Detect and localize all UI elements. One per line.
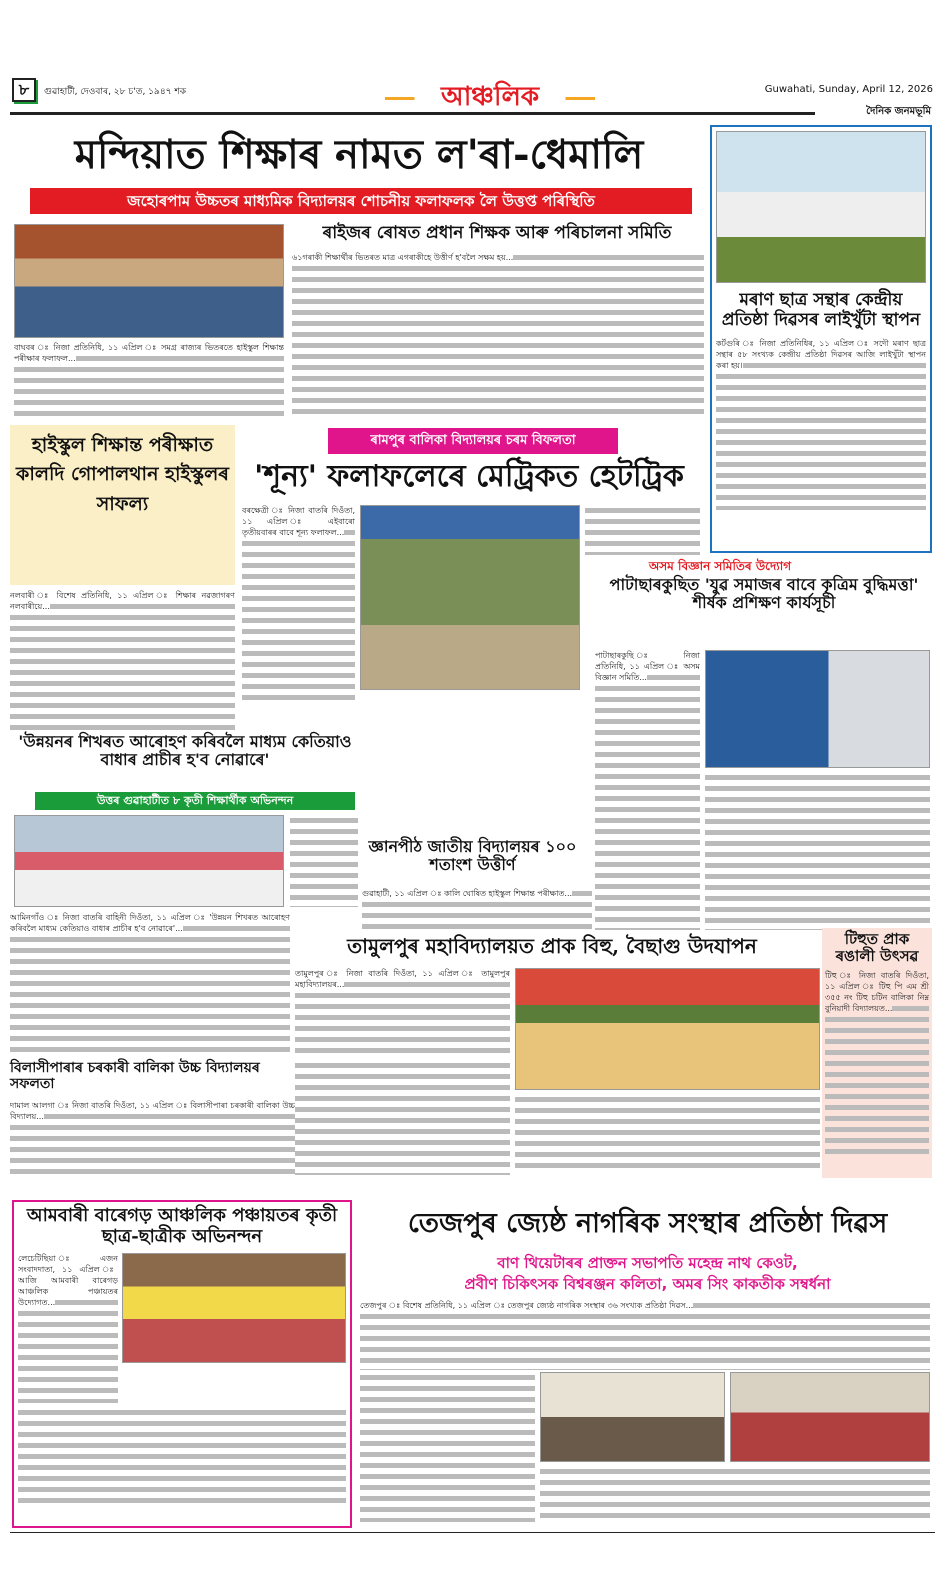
moran-headline: মৰাণ ছাত্ৰ সন্থাৰ কেন্দ্ৰীয় প্ৰতিষ্ঠা দিৱসৰ লাইখুঁটা স্থাপন xyxy=(721,290,921,330)
tamulpur-body: তামুলপুৰ ঃ নিজা বাতৰি দিওঁতা, ১১ এপ্ৰিল ঃ তামুলপুৰ মহাবিদ্যালয়ৰ... xyxy=(295,968,510,1056)
unnayan-body-2: আমিনগাঁও ঃ নিজা বাতৰি বাহিনী দিওঁতা, ১১ এপ্ৰিল ঃ 'উন্নয়ন শিখৰত আৰোহণ কৰিবলৈ মাধ্যম কেতিয়াও বাধাৰ প্ৰাচীৰ হ'ব নোৱাৰে'... xyxy=(10,912,290,1057)
gyanpith-headline: জ্ঞানপীঠ জাতীয় বিদ্যালয়ৰ ১০০ শতাংশ উত্তীৰ্ণ xyxy=(368,837,577,875)
lead-subhead: ৰাইজৰ ৰোষত প্ৰধান শিক্ষক আৰু পৰিচালনা সমিতি xyxy=(322,223,672,243)
tezpur-sub-2: প্ৰবীণ চিকিৎসক বিশ্বৰঞ্জন কলিতা, অমৰ সিং কাকতীক সম্বৰ্ধনা xyxy=(464,1275,831,1293)
highschool-headline: হাইস্কুল শিক্ষান্ত পৰীক্ষাত কালদি গোপালথান হাইস্কুলৰ সাফল্য xyxy=(16,434,229,515)
paper-name: দৈনিক জনমভূমি xyxy=(866,106,931,117)
date-assamese: গুৱাহাটী, দেওবাৰ, ২৮ চ'ত, ১৯৪৭ শক xyxy=(44,87,187,97)
rampur-body-2 xyxy=(585,505,700,555)
moran-photo xyxy=(716,131,926,283)
center-body xyxy=(295,1060,510,1175)
masthead-rule xyxy=(10,112,815,115)
moran-body: কৰ্টগুৰি ঃ নিজা প্ৰতিনিধিৰ, ১১ এপ্ৰিল ঃ সদৌ মৰাণ ছাত্ৰ সন্থাৰ ৫৮ সংখ্যক কেন্দ্ৰীয় প্ৰতিষ্ঠা দিৱসৰ আজি লাইখুঁটা স্থাপন কৰা হয়। xyxy=(716,338,926,510)
bilasipara-body: দামাল আলগা ঃ নিজা বাতৰি দিওঁতা, ১১ এপ্ৰিল ঃ বিলাসীপাৰা চৰকাৰী বালিকা উচ্চ বিদ্যালয়... xyxy=(10,1100,295,1175)
science-headline: পাটাছাৰকুছিত 'যুৱ সমাজৰ বাবে কৃত্ৰিম বুদ্ধিমত্তা' শীৰ্ষক প্ৰশিক্ষণ কাৰ্যসূচী xyxy=(609,575,919,613)
footer-rule xyxy=(10,1532,935,1533)
tezpur-photo-2 xyxy=(730,1372,930,1462)
tihu-box xyxy=(822,928,932,1178)
right-top-box xyxy=(710,125,932,553)
tezpur-body-2 xyxy=(360,1372,535,1522)
lead-banner: জহোৰপাম উচ্চতৰ মাধ্যমিক বিদ্যালয়ৰ শোচনীয় ফলাফলক লৈ উত্তপ্ত পৰিস্থিতি xyxy=(30,188,692,214)
page-number: ৮ xyxy=(12,78,36,102)
unnayan-body xyxy=(290,815,358,907)
rampur-headline: 'শূন্য' ফলাফলেৰে মেট্ৰিকত হেটট্ৰিক xyxy=(254,459,684,494)
science-body-2 xyxy=(705,772,930,930)
tezpur-photo-1 xyxy=(540,1372,725,1462)
rampur-tag: ৰামপুৰ বালিকা বিদ্যালয়ৰ চৰম বিফলতা xyxy=(328,428,618,454)
tezpur-sub-1: বাণ থিয়েটাৰৰ প্ৰাক্তন সভাপতি মহেন্দ্ৰ নাথ কেওট, xyxy=(497,1254,798,1272)
section-logo: আঞ্চলিক xyxy=(345,76,595,120)
highschool-body: নলবাৰী ঃ বিশেষ প্ৰতিনিধি, ১১ এপ্ৰিল ঃ শিক্ষাৰ নৱজাগৰণ নলবাৰীয়ে... xyxy=(10,590,235,730)
date-english: Guwahati, Sunday, April 12, 2026 xyxy=(764,84,933,95)
gyanpith-body: গুৱাহাটী, ১১ এপ্ৰিল ঃ কালি ঘোষিত হাইস্কুল শিক্ষান্ত পৰীক্ষাত... xyxy=(362,888,592,930)
tamulpur-headline: তামুলপুৰ মহাবিদ্যালয়ত প্ৰাক বিহু, বৈছাগু উদযাপন xyxy=(347,934,757,958)
tezpur-body-3 xyxy=(540,1466,930,1522)
rampur-photo xyxy=(360,505,580,690)
tihu-body: টিহু ঃ নিজা বাতৰি দিওঁতা, ১১ এপ্ৰিল ঃ টিহু পি এম শ্ৰী ৩৫৫ নং টিহু চটিন বালিকা নিম্ন বুনিয়াদী বিদ্যালয়ত... xyxy=(825,970,929,1160)
science-kicker: অসম বিজ্ঞান সমিতিৰ উদ্যোগ xyxy=(648,559,792,573)
amabari-box xyxy=(12,1200,352,1528)
bilasipara-headline: বিলাসীপাৰাৰ চৰকাৰী বালিকা উচ্চ বিদ্যালয়ৰ সফলতা xyxy=(10,1060,260,1093)
unnayan-tag: উত্তৰ গুৱাহাটীত ৮ কৃতী শিক্ষাৰ্থীক অভিনন্দন xyxy=(35,792,355,810)
amabari-body: লেচেটিছিয়া ঃ এজন সংবাদদাতা, ১১ এপ্ৰিল ঃ আজি আমবাৰী বাৰেগড় আঞ্চলিক পঞ্চায়তৰ উদ্যোগত... xyxy=(18,1253,118,1403)
tamulpur-photo xyxy=(515,968,820,1090)
unnayan-headline: 'উন্নয়নৰ শিখৰত আৰোহণ কৰিবলৈ মাধ্যম কেতিয়াও বাধাৰ প্ৰাচীৰ হ'ব নোৱাৰে' xyxy=(18,732,352,770)
tezpur-body: তেজপুৰ ঃ বিশেষ প্ৰতিনিধি, ১১ এপ্ৰিল ঃ তেজপুৰ জ্যেষ্ঠ নাগৰিক সংস্থাৰ ৩৬ সংখ্যক প্ৰতিষ্ঠা দিৱস... xyxy=(360,1300,930,1370)
unnayan-photo xyxy=(14,815,284,907)
lead-body: ৬১গৰাকী শিক্ষাৰ্থীৰ ভিতৰত মাত্ৰ এগৰাকীহে উত্তীৰ্ণ হ'বলৈ সক্ষম হয়... xyxy=(292,252,704,418)
rampur-body: বৰক্ষেত্ৰী ঃ নিজা বাতৰি দিওঁতা, ১১ এপ্ৰিল ঃ এইবাৰো তৃতীয়বাৰৰ বাবে শূন্য ফলাফল... xyxy=(242,505,355,700)
highschool-box xyxy=(10,425,235,585)
lead-photo xyxy=(14,224,284,338)
lead-headline: মন্দিয়াত শিক্ষাৰ নামত ল'ৰা-ধেমালি xyxy=(74,131,644,178)
science-body: পাটাছাৰকুছি ঃ নিজা প্ৰতিনিধি, ১১ এপ্ৰিল ঃ অসম বিজ্ঞান সমিতি... xyxy=(595,650,700,930)
amabari-photo xyxy=(122,1253,346,1363)
amabari-headline: আমবাৰী বাৰেগড় আঞ্চলিক পঞ্চায়তৰ কৃতী ছাত্ৰ-ছাত্ৰীক অভিনন্দন xyxy=(26,1205,338,1247)
tihu-headline: টিহুত প্ৰাক ৰঙালী উৎসৱ xyxy=(835,930,919,966)
tamulpur-body-2 xyxy=(515,1094,820,1174)
tezpur-headline: তেজপুৰ জ্যেষ্ঠ নাগৰিক সংস্থাৰ প্ৰতিষ্ঠা দিৱস xyxy=(407,1208,888,1239)
amabari-body-2 xyxy=(18,1407,346,1507)
lead-caption: বাঘবৰ ঃ নিজা প্ৰতিনিধি, ১১ এপ্ৰিল ঃ সমগ্ৰ ৰাজ্যৰ ভিতৰতে হাইস্কুল শিক্ষান্ত পৰীক্ষাৰ ফলাফল... xyxy=(14,342,284,418)
science-photo xyxy=(705,650,930,768)
